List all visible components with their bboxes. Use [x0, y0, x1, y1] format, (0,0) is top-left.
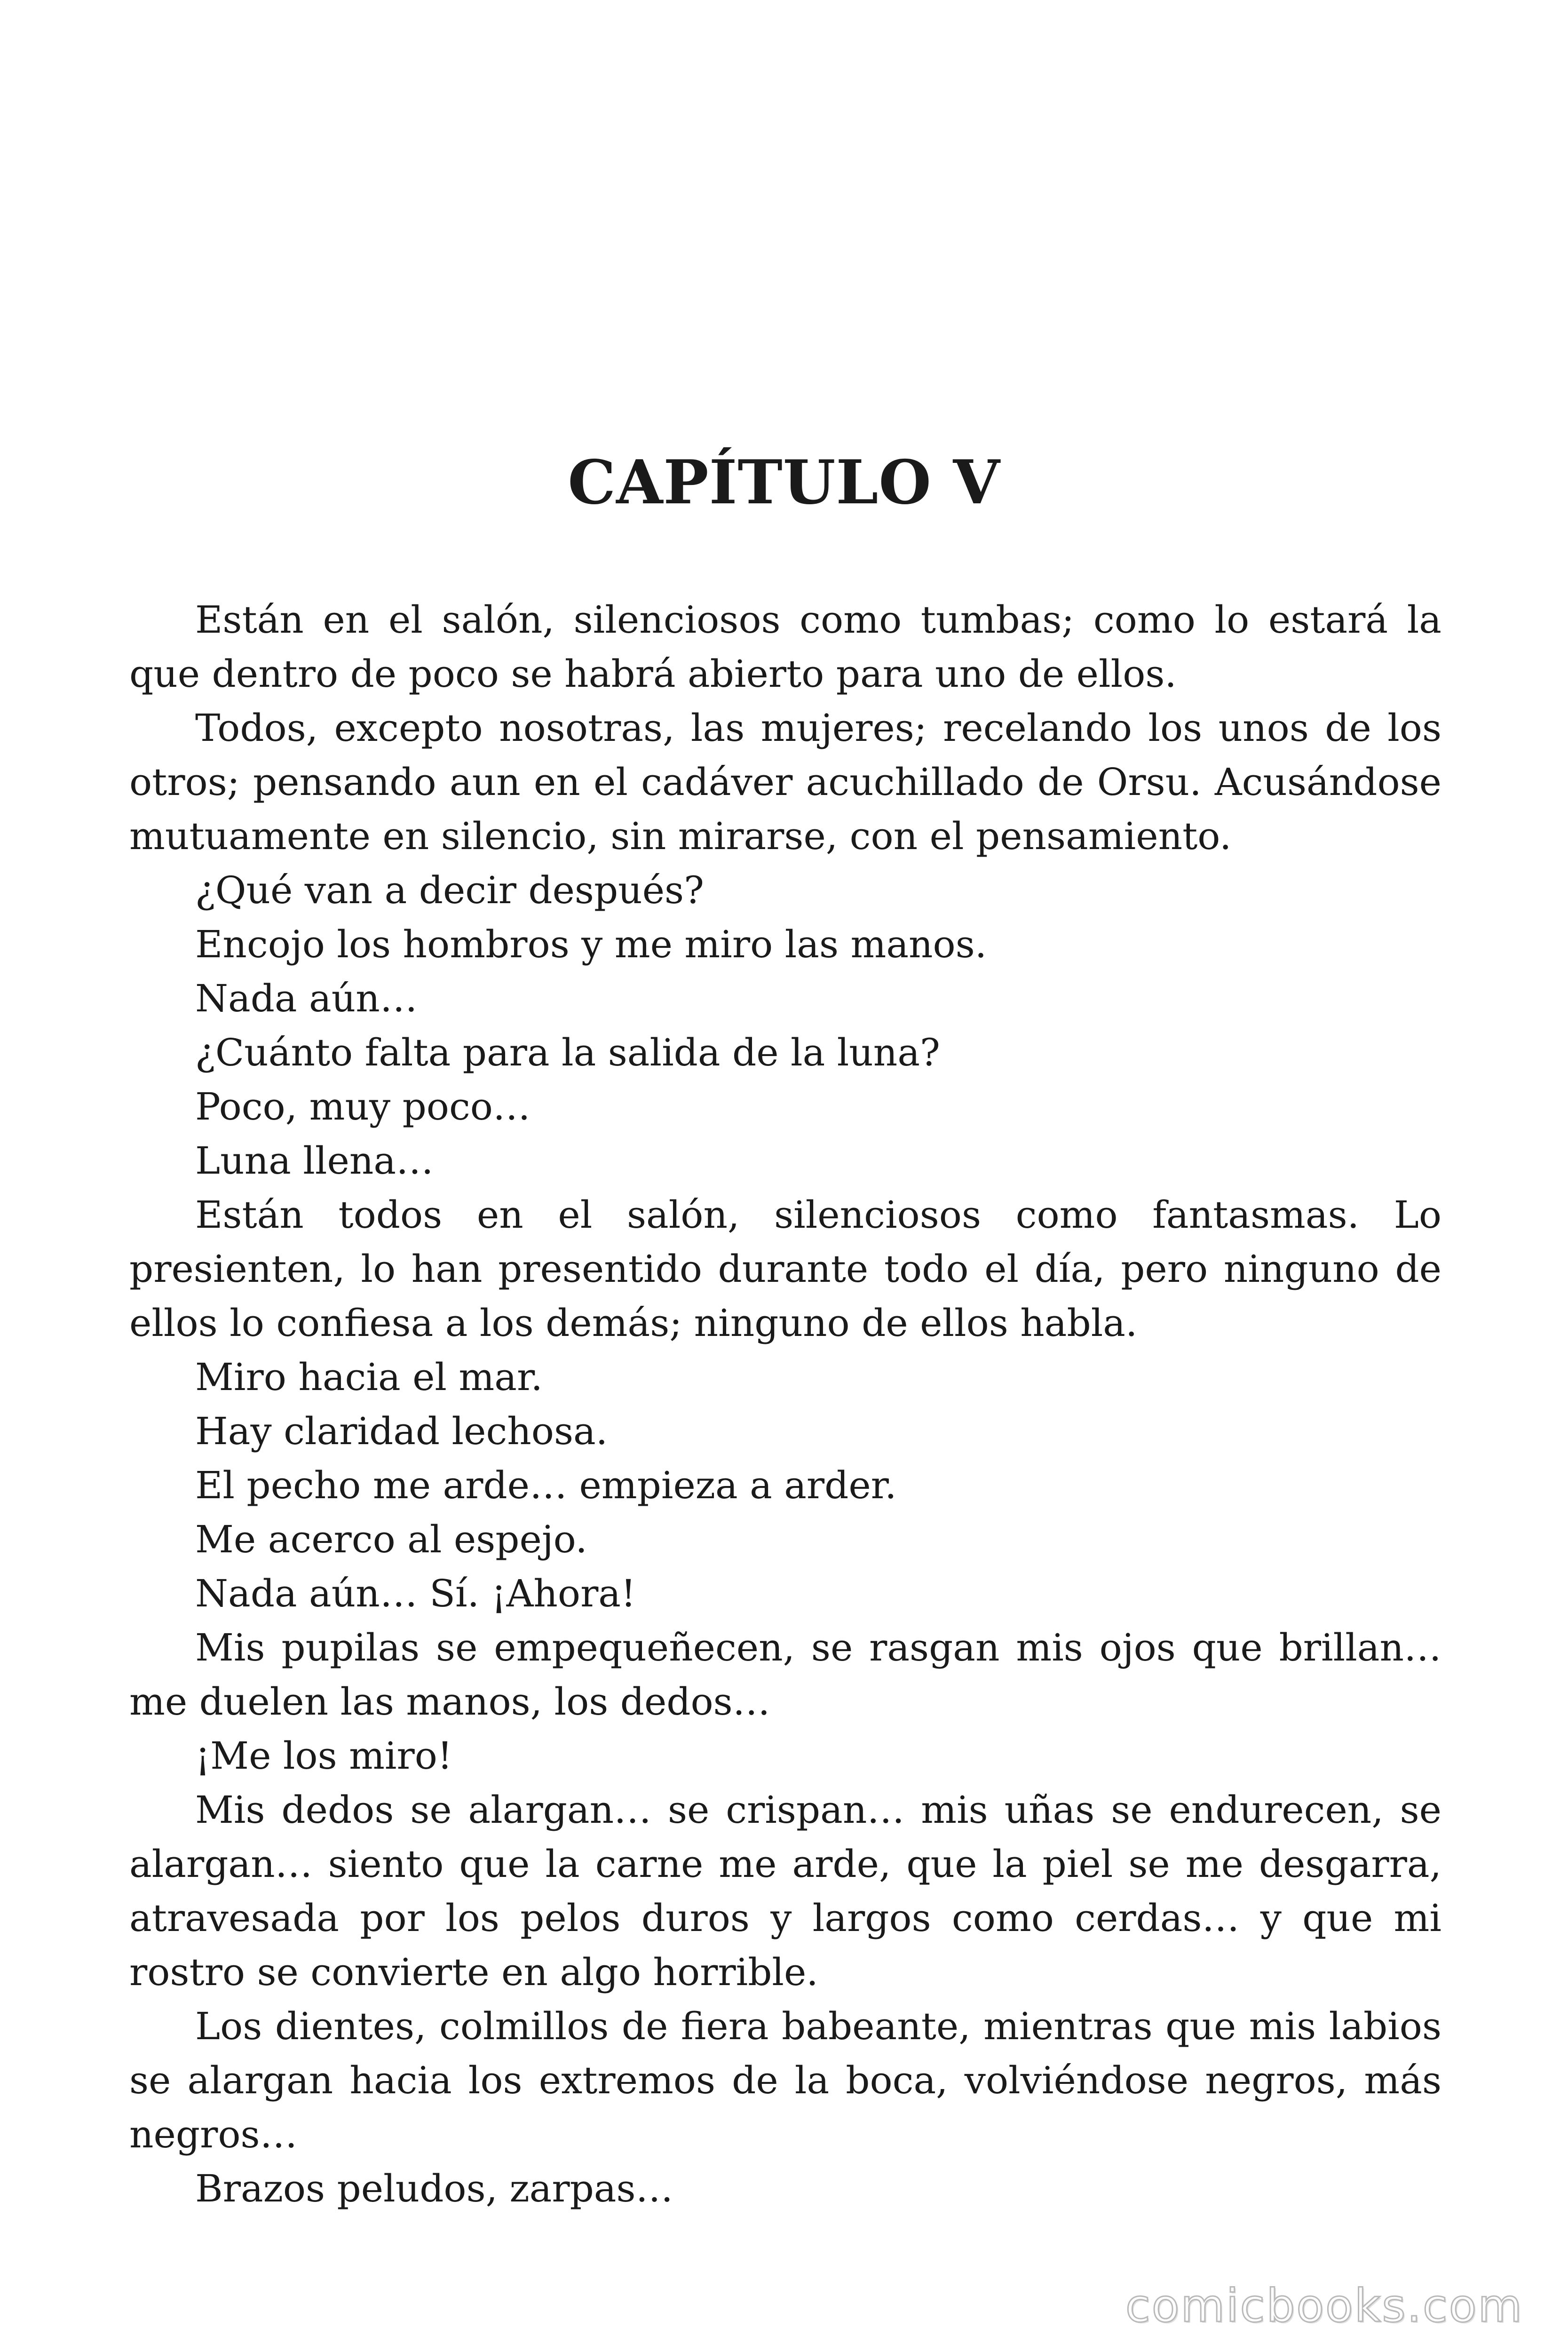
paragraph: ¿Cuánto falta para la salida de la luna? — [195, 1031, 940, 1074]
paragraph: Están en el salón, silenciosos como tumbas; como lo estará la que dentro de poco se habrá abierto para uno de ellos. — [129, 598, 1441, 696]
paragraph: El pecho me arde… empieza a arder. — [195, 1463, 897, 1507]
paragraph: Mis pupilas se empequeñecen, se rasgan mis ojos que brillan… me duelen las manos, los dedos… — [129, 1626, 1441, 1724]
paragraph: ¿Qué van a decir después? — [195, 868, 704, 912]
paragraph: Me acerco al espejo. — [195, 1518, 587, 1561]
paragraph: Todos, excepto nosotras, las mujeres; recelando los unos de los otros; pensando aun en el cadáver acuchillado de Orsu. Acusándose mutuamente en silencio, sin mirarse, con el pensamiento. — [129, 706, 1441, 858]
paragraph: Luna llena… — [195, 1139, 434, 1183]
paragraph: Mis dedos se alargan… se crispan… mis uñas se endurecen, se alargan… siento que la carne me arde, que la piel se me desgarra, atravesada por los pelos duros y largos como cerdas… y que mi rostro se convierte en algo horrible. — [129, 1788, 1441, 1994]
paragraph: Están todos en el salón, silenciosos como fantasmas. Lo presienten, lo han presentido durante todo el día, pero ninguno de ellos lo confiesa a los demás; ninguno de ellos habla. — [129, 1193, 1441, 1345]
paragraph: Nada aún… — [195, 977, 418, 1020]
watermark-logo: comicbooks.com — [1125, 2280, 1523, 2332]
paragraph: Miro hacia el mar. — [195, 1355, 543, 1399]
paragraph: Poco, muy poco… — [195, 1085, 531, 1128]
paragraph: ¡Me los miro! — [195, 1734, 453, 1778]
paragraph: Nada aún… Sí. ¡Ahora! — [195, 1572, 636, 1615]
paragraph: Brazos peludos, zarpas… — [195, 2167, 673, 2210]
paragraph: Encojo los hombros y me miro las manos. — [195, 922, 987, 966]
paragraph: Hay claridad lechosa. — [195, 1409, 608, 1453]
chapter-body — [129, 593, 1441, 2216]
paragraph: Los dientes, colmillos de fiera babeante, mientras que mis labios se alargan hacia los extremos de la boca, volviéndose negros, más negros… — [129, 2004, 1441, 2156]
chapter-title: CAPÍTULO V — [568, 447, 1000, 518]
